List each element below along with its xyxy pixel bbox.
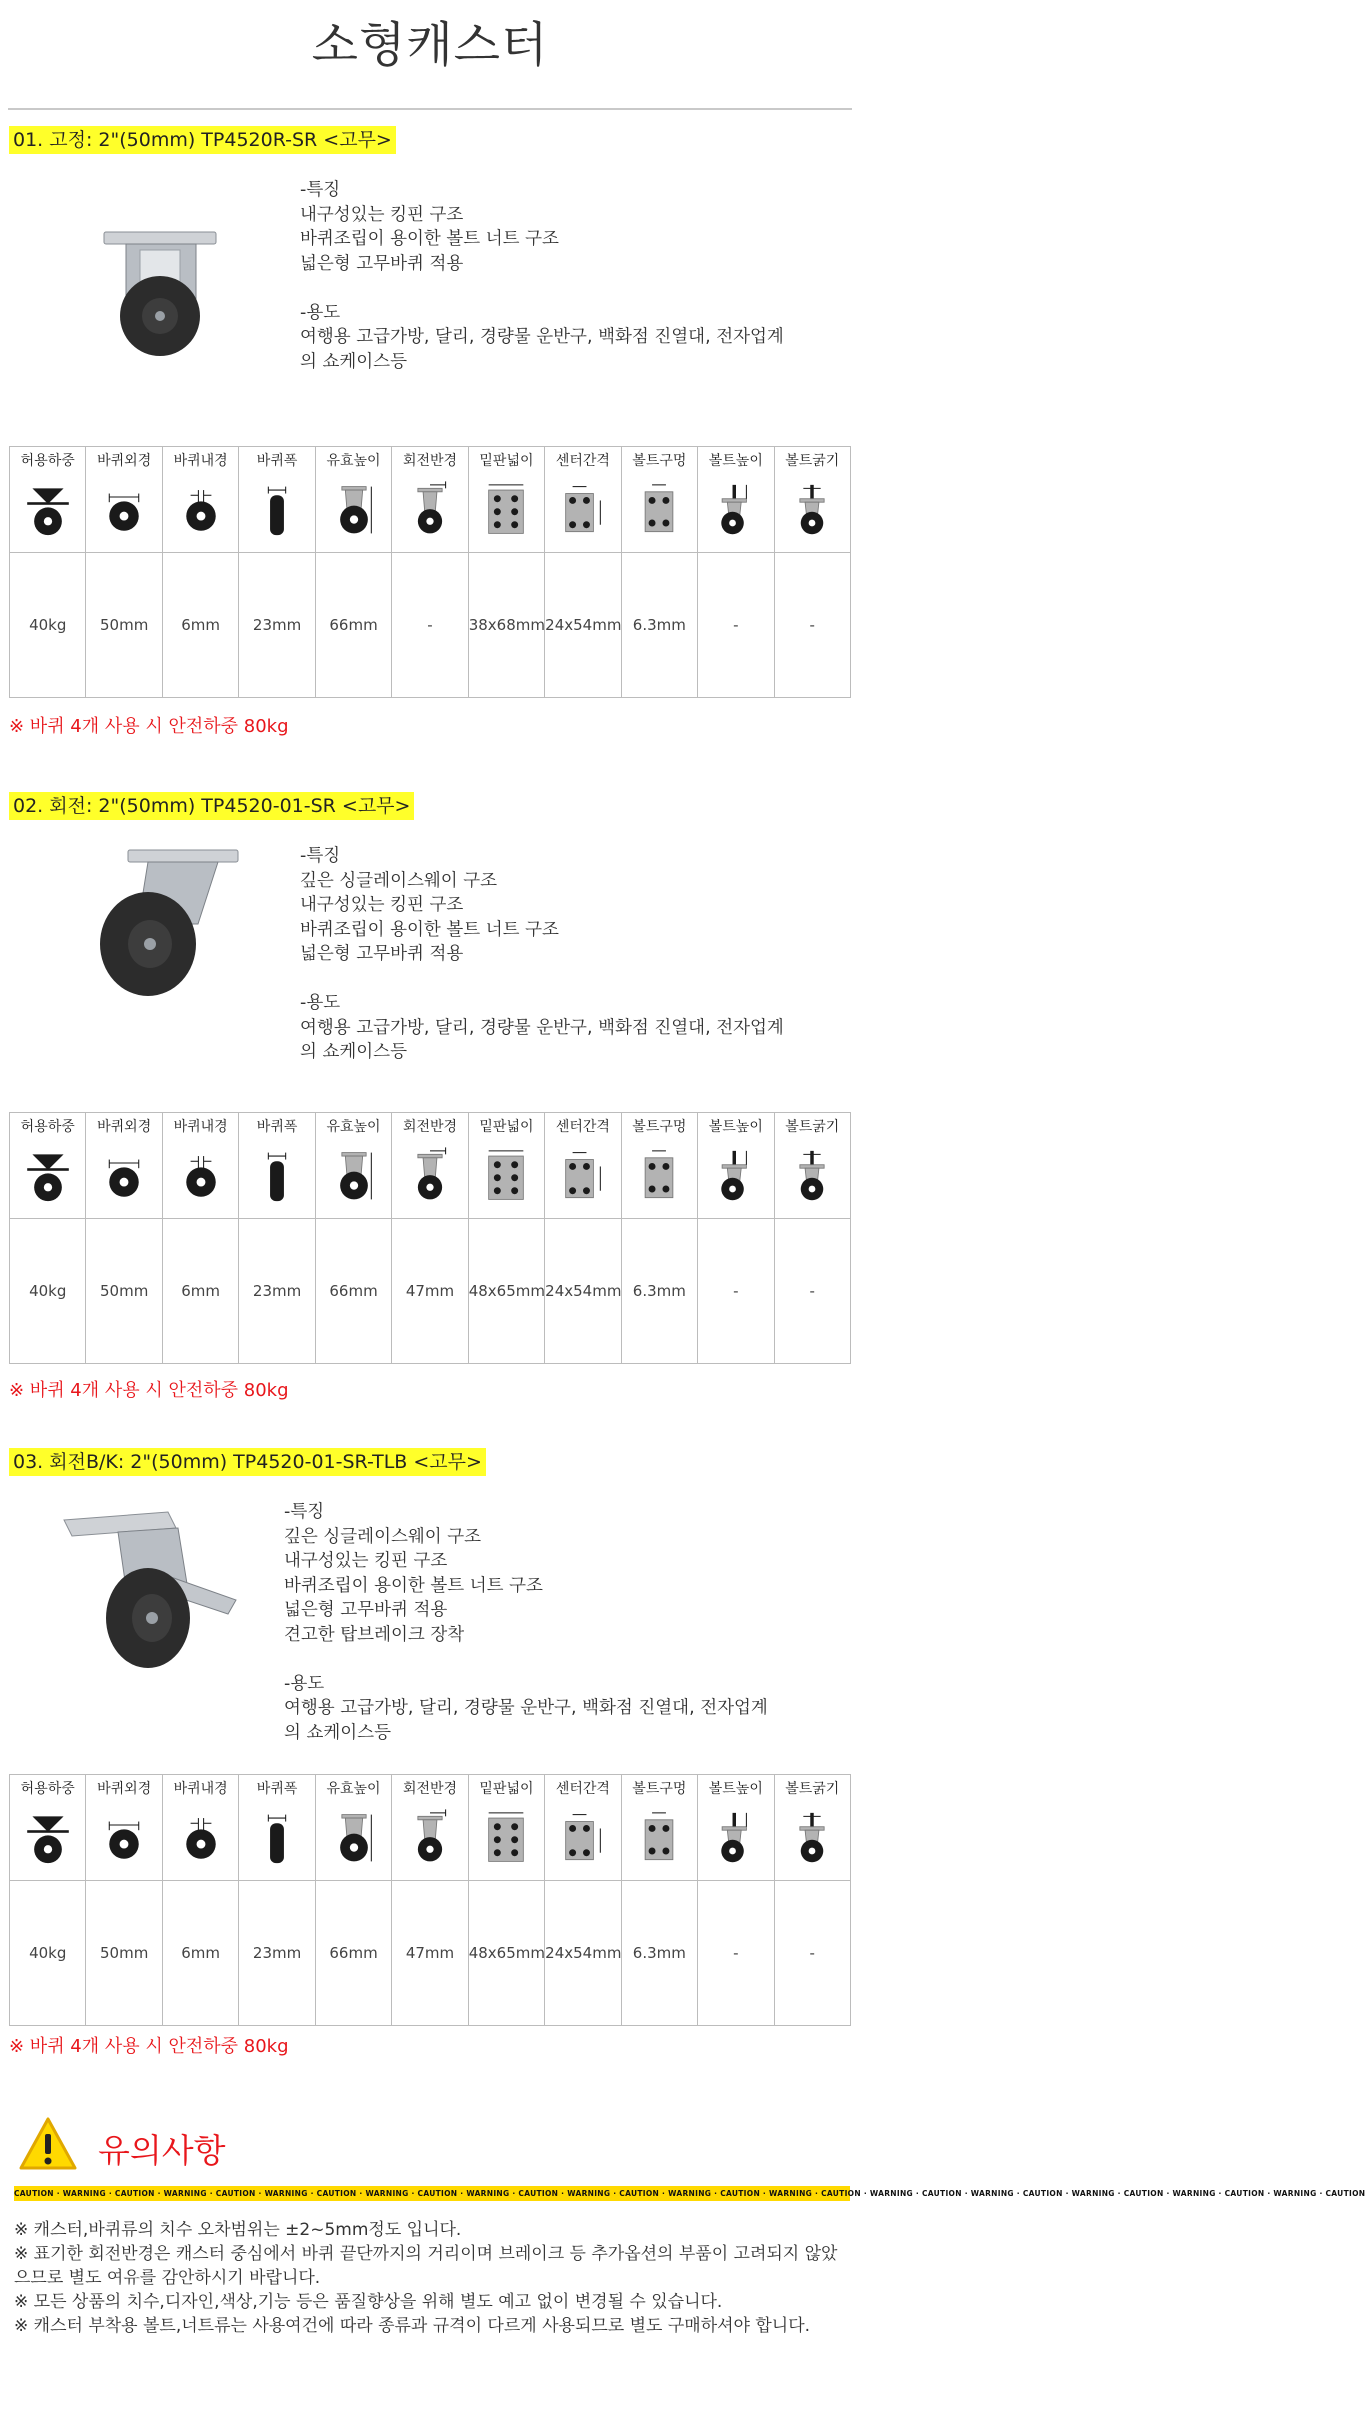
spec-icon-cell <box>468 1801 544 1881</box>
bolt-diameter-icon <box>786 477 838 543</box>
caution-line: ※ 표기한 회전반경은 캐스터 중심에서 바퀴 끝단까지의 거리이며 브레이크 등 추가옵션의 부품이 고려되지 않았으므로 별도 여유를 감안하시기 바랍니다. <box>14 2244 838 2288</box>
spec-header: 바퀴폭 <box>239 447 315 473</box>
spec-icon-cell <box>545 1801 621 1881</box>
wheel-bore-icon <box>175 1143 227 1209</box>
spec-header: 볼트굵기 <box>774 1775 850 1801</box>
load-icon <box>22 477 74 543</box>
feature-line: 넓은형 고무바퀴 적용 <box>300 944 464 964</box>
spec-value: 66mm <box>315 1881 391 2026</box>
bolt-height-icon <box>710 1805 762 1871</box>
spec-value: 6mm <box>162 1881 238 2026</box>
spec-value: 66mm <box>315 1219 391 1364</box>
load-icon <box>22 1143 74 1209</box>
spec-header: 회전반경 <box>392 1113 468 1139</box>
caution-line: ※ 캐스터 부착용 볼트,너트류는 사용여건에 따라 종류과 규격이 다르게 사용되므로 별도 구매하셔야 합니다. <box>14 2316 811 2336</box>
feature-line: 바퀴조립이 용이한 볼트 너트 구조 <box>300 229 559 249</box>
spec-value: 23mm <box>239 553 315 698</box>
brake-caster-photo <box>58 1506 248 1676</box>
feature-line: 내구성있는 킹핀 구조 <box>300 895 464 915</box>
spec-icon-cell <box>162 1801 238 1881</box>
bolt-diameter-icon <box>786 1143 838 1209</box>
spec-value: 6mm <box>162 1219 238 1364</box>
product-heading: 03. 회전B/K: 2"(50mm) TP4520-01-SR-TLB <고무> <box>9 1448 486 1476</box>
spec-icon-cell <box>392 1801 468 1881</box>
spec-header: 밑판넓이 <box>468 447 544 473</box>
spec-icon-cell <box>698 473 774 553</box>
center-distance-icon <box>557 1805 609 1871</box>
spec-header: 밑판넓이 <box>468 1775 544 1801</box>
spec-header: 밑판넓이 <box>468 1113 544 1139</box>
spec-icon-row <box>10 473 851 553</box>
spec-header: 바퀴내경 <box>162 447 238 473</box>
wheel-bore-icon <box>175 1805 227 1871</box>
spec-header: 허용하중 <box>10 1775 86 1801</box>
spec-header: 허용하중 <box>10 1113 86 1139</box>
caution-line: ※ 모든 상품의 치수,디자인,색상,기능 등은 품질향상을 위해 별도 예고 없이 변경될 수 있습니다. <box>14 2292 723 2312</box>
feature-line: -특징 <box>284 1502 325 1522</box>
effective-height-icon <box>328 1143 380 1209</box>
spec-icon-cell <box>774 1801 850 1881</box>
spec-header: 바퀴내경 <box>162 1113 238 1139</box>
spec-header: 센터간격 <box>545 1775 621 1801</box>
feature-line: 의 쇼케이스등 <box>300 351 407 372</box>
base-plate-icon <box>480 477 532 543</box>
caution-tape: CAUTION · WARNING · CAUTION · WARNING · CAUTION · WARNING · CAUTION · WARNING · CAUTION · WARNING · CAUTION · WARNING · CAUTION · WARNING · CAUTION · WARNING · CAUTION · WARNING · CAUTION · WARNING · CAUTION · WARNING · CAUTION · WARNING · CAUTION · WARNING · CAUTION <box>14 2186 850 2201</box>
bolt-hole-icon <box>633 477 685 543</box>
feature-line: 의 쇼케이스등 <box>284 1722 391 1743</box>
base-plate-icon <box>480 1143 532 1209</box>
feature-line: 넓은형 고무바퀴 적용 <box>284 1600 448 1620</box>
feature-line: -용도 <box>300 993 341 1013</box>
feature-line <box>300 967 784 992</box>
spec-header: 볼트높이 <box>698 1775 774 1801</box>
warning-icon <box>18 2116 78 2172</box>
product-section-2 <box>0 792 860 1412</box>
caution-title: 유의사항 <box>98 2131 226 2170</box>
title-divider <box>8 108 852 110</box>
feature-line: 여행용 고급가방, 달리, 경량물 운반구, 백화점 진열대, 전자업계 <box>284 1698 768 1718</box>
spec-header: 허용하중 <box>10 447 86 473</box>
spec-icon-cell <box>392 1139 468 1219</box>
spec-header: 바퀴외경 <box>86 1113 162 1139</box>
spec-icon-cell <box>239 1801 315 1881</box>
spec-header: 바퀴외경 <box>86 1775 162 1801</box>
feature-line: 깊은 싱글레이스웨이 구조 <box>284 1526 482 1547</box>
spec-table <box>9 446 851 698</box>
spec-value: - <box>774 1219 850 1364</box>
spec-value: 48x65mm <box>468 1881 544 2026</box>
feature-line: -용도 <box>300 302 341 323</box>
spec-value: 24x54mm <box>545 553 621 698</box>
spec-icon-cell <box>621 1139 697 1219</box>
spec-value: 47mm <box>392 1219 468 1364</box>
swivel-caster-photo <box>78 844 248 1004</box>
feature-line: 바퀴조립이 용이한 볼트 너트 구조 <box>284 1575 543 1596</box>
wheel-bore-icon <box>175 477 227 543</box>
wheel-width-icon <box>251 477 303 543</box>
spec-value: - <box>774 1881 850 2026</box>
swivel-radius-icon <box>404 1805 456 1871</box>
spec-value: - <box>698 553 774 698</box>
caution-notes <box>14 2218 850 2338</box>
spec-header: 볼트구멍 <box>621 1113 697 1139</box>
spec-icon-cell <box>468 1139 544 1219</box>
spec-value: 38x68mm <box>468 553 544 698</box>
caution-line: ※ 캐스터,바퀴류의 치수 오차범위는 ±2~5mm정도 입니다. <box>14 2220 462 2240</box>
features-block <box>284 1500 768 1745</box>
wheel-width-icon <box>251 1805 303 1871</box>
spec-icon-cell <box>10 1801 86 1881</box>
load-icon <box>22 1805 74 1871</box>
spec-table <box>9 1774 851 2026</box>
spec-value: 23mm <box>239 1881 315 2026</box>
feature-line: 여행용 고급가방, 달리, 경량물 운반구, 백화점 진열대, 전자업계 <box>300 327 784 347</box>
spec-header: 볼트높이 <box>698 447 774 473</box>
spec-value-row <box>10 553 851 698</box>
feature-line <box>284 1647 768 1672</box>
bolt-hole-icon <box>633 1805 685 1871</box>
spec-header: 바퀴폭 <box>239 1775 315 1801</box>
spec-icon-cell <box>10 473 86 553</box>
spec-value: 50mm <box>86 1881 162 2026</box>
spec-value: 6.3mm <box>621 553 697 698</box>
spec-icon-cell <box>239 473 315 553</box>
safety-load-note: ※ 바퀴 4개 사용 시 안전하중 80kg <box>9 2036 289 2057</box>
page-title: 소형캐스터 <box>311 17 549 73</box>
wheel-diameter-icon <box>98 1143 150 1209</box>
spec-header: 센터간격 <box>545 447 621 473</box>
feature-line: 내구성있는 킹핀 구조 <box>284 1551 448 1571</box>
spec-icon-row <box>10 1801 851 1881</box>
feature-line <box>300 276 784 301</box>
safety-load-note: ※ 바퀴 4개 사용 시 안전하중 80kg <box>9 1380 289 1401</box>
spec-header: 회전반경 <box>392 1775 468 1801</box>
feature-line: 넓은형 고무바퀴 적용 <box>300 253 464 274</box>
spec-value-row <box>10 1881 851 2026</box>
base-plate-icon <box>480 1805 532 1871</box>
spec-value: - <box>392 553 468 698</box>
spec-header: 유효높이 <box>315 1113 391 1139</box>
spec-icon-cell <box>86 1139 162 1219</box>
spec-icon-cell <box>392 473 468 553</box>
spec-value: - <box>774 553 850 698</box>
spec-header: 볼트구멍 <box>621 447 697 473</box>
effective-height-icon <box>328 477 380 543</box>
spec-icon-cell <box>621 473 697 553</box>
spec-icon-cell <box>239 1139 315 1219</box>
spec-value: 66mm <box>315 553 391 698</box>
wheel-width-icon <box>251 1143 303 1209</box>
spec-header: 바퀴내경 <box>162 1775 238 1801</box>
bolt-diameter-icon <box>786 1805 838 1871</box>
spec-value: 6.3mm <box>621 1881 697 2026</box>
spec-table <box>9 1112 851 1364</box>
spec-value: 6.3mm <box>621 1219 697 1364</box>
feature-line: -특징 <box>300 180 341 200</box>
spec-header: 볼트높이 <box>698 1113 774 1139</box>
spec-value: 24x54mm <box>545 1881 621 2026</box>
product-heading: 02. 회전: 2"(50mm) TP4520-01-SR <고무> <box>9 792 414 820</box>
spec-icon-cell <box>86 473 162 553</box>
spec-value: 40kg <box>10 553 86 698</box>
feature-line: -용도 <box>284 1673 325 1694</box>
product-heading: 01. 고정: 2"(50mm) TP4520R-SR <고무> <box>9 126 396 154</box>
spec-value: 50mm <box>86 1219 162 1364</box>
spec-header: 회전반경 <box>392 447 468 473</box>
spec-value: 23mm <box>239 1219 315 1364</box>
bolt-height-icon <box>710 1143 762 1209</box>
spec-icon-cell <box>162 473 238 553</box>
spec-icon-cell <box>162 1139 238 1219</box>
spec-header-row <box>10 1113 851 1139</box>
spec-header: 볼트구멍 <box>621 1775 697 1801</box>
feature-line: -특징 <box>300 846 341 866</box>
feature-line: 내구성있는 킹핀 구조 <box>300 204 464 225</box>
feature-line: 바퀴조립이 용이한 볼트 너트 구조 <box>300 919 559 940</box>
spec-value-row <box>10 1219 851 1364</box>
spec-icon-cell <box>545 473 621 553</box>
center-distance-icon <box>557 477 609 543</box>
bolt-height-icon <box>710 477 762 543</box>
spec-header: 유효높이 <box>315 1775 391 1801</box>
spec-header-row <box>10 447 851 473</box>
effective-height-icon <box>328 1805 380 1871</box>
wheel-diameter-icon <box>98 1805 150 1871</box>
spec-icon-cell <box>545 1139 621 1219</box>
spec-value: 47mm <box>392 1881 468 2026</box>
spec-value: - <box>698 1881 774 2026</box>
spec-icon-cell <box>315 1139 391 1219</box>
spec-header: 유효높이 <box>315 447 391 473</box>
spec-icon-cell <box>86 1801 162 1881</box>
spec-icon-row <box>10 1139 851 1219</box>
swivel-radius-icon <box>404 1143 456 1209</box>
feature-line: 여행용 고급가방, 달리, 경량물 운반구, 백화점 진열대, 전자업계 <box>300 1017 784 1038</box>
center-distance-icon <box>557 1143 609 1209</box>
feature-line: 깊은 싱글레이스웨이 구조 <box>300 870 498 891</box>
spec-icon-cell <box>10 1139 86 1219</box>
safety-load-note: ※ 바퀴 4개 사용 시 안전하중 80kg <box>9 716 289 737</box>
spec-header: 볼트굵기 <box>774 1113 850 1139</box>
spec-header: 바퀴폭 <box>239 1113 315 1139</box>
spec-icon-cell <box>698 1139 774 1219</box>
spec-header-row <box>10 1775 851 1801</box>
spec-header: 바퀴외경 <box>86 447 162 473</box>
spec-icon-cell <box>698 1801 774 1881</box>
spec-icon-cell <box>468 473 544 553</box>
feature-line: 의 쇼케이스등 <box>300 1042 407 1062</box>
spec-value: 50mm <box>86 553 162 698</box>
spec-value: - <box>698 1219 774 1364</box>
spec-icon-cell <box>774 473 850 553</box>
spec-header: 볼트굵기 <box>774 447 850 473</box>
spec-header: 센터간격 <box>545 1113 621 1139</box>
spec-icon-cell <box>315 1801 391 1881</box>
product-section-1 <box>0 126 860 746</box>
spec-value: 48x65mm <box>468 1219 544 1364</box>
spec-value: 40kg <box>10 1219 86 1364</box>
swivel-radius-icon <box>404 477 456 543</box>
spec-value: 6mm <box>162 553 238 698</box>
feature-line: 견고한 탑브레이크 장착 <box>284 1624 465 1645</box>
bolt-hole-icon <box>633 1143 685 1209</box>
spec-value: 24x54mm <box>545 1219 621 1364</box>
product-section-3 <box>0 1448 860 2068</box>
features-block <box>300 178 784 374</box>
features-block <box>300 844 784 1065</box>
spec-icon-cell <box>315 473 391 553</box>
wheel-diameter-icon <box>98 477 150 543</box>
fixed-caster-photo <box>90 224 230 364</box>
spec-icon-cell <box>621 1801 697 1881</box>
spec-value: 40kg <box>10 1881 86 2026</box>
spec-icon-cell <box>774 1139 850 1219</box>
